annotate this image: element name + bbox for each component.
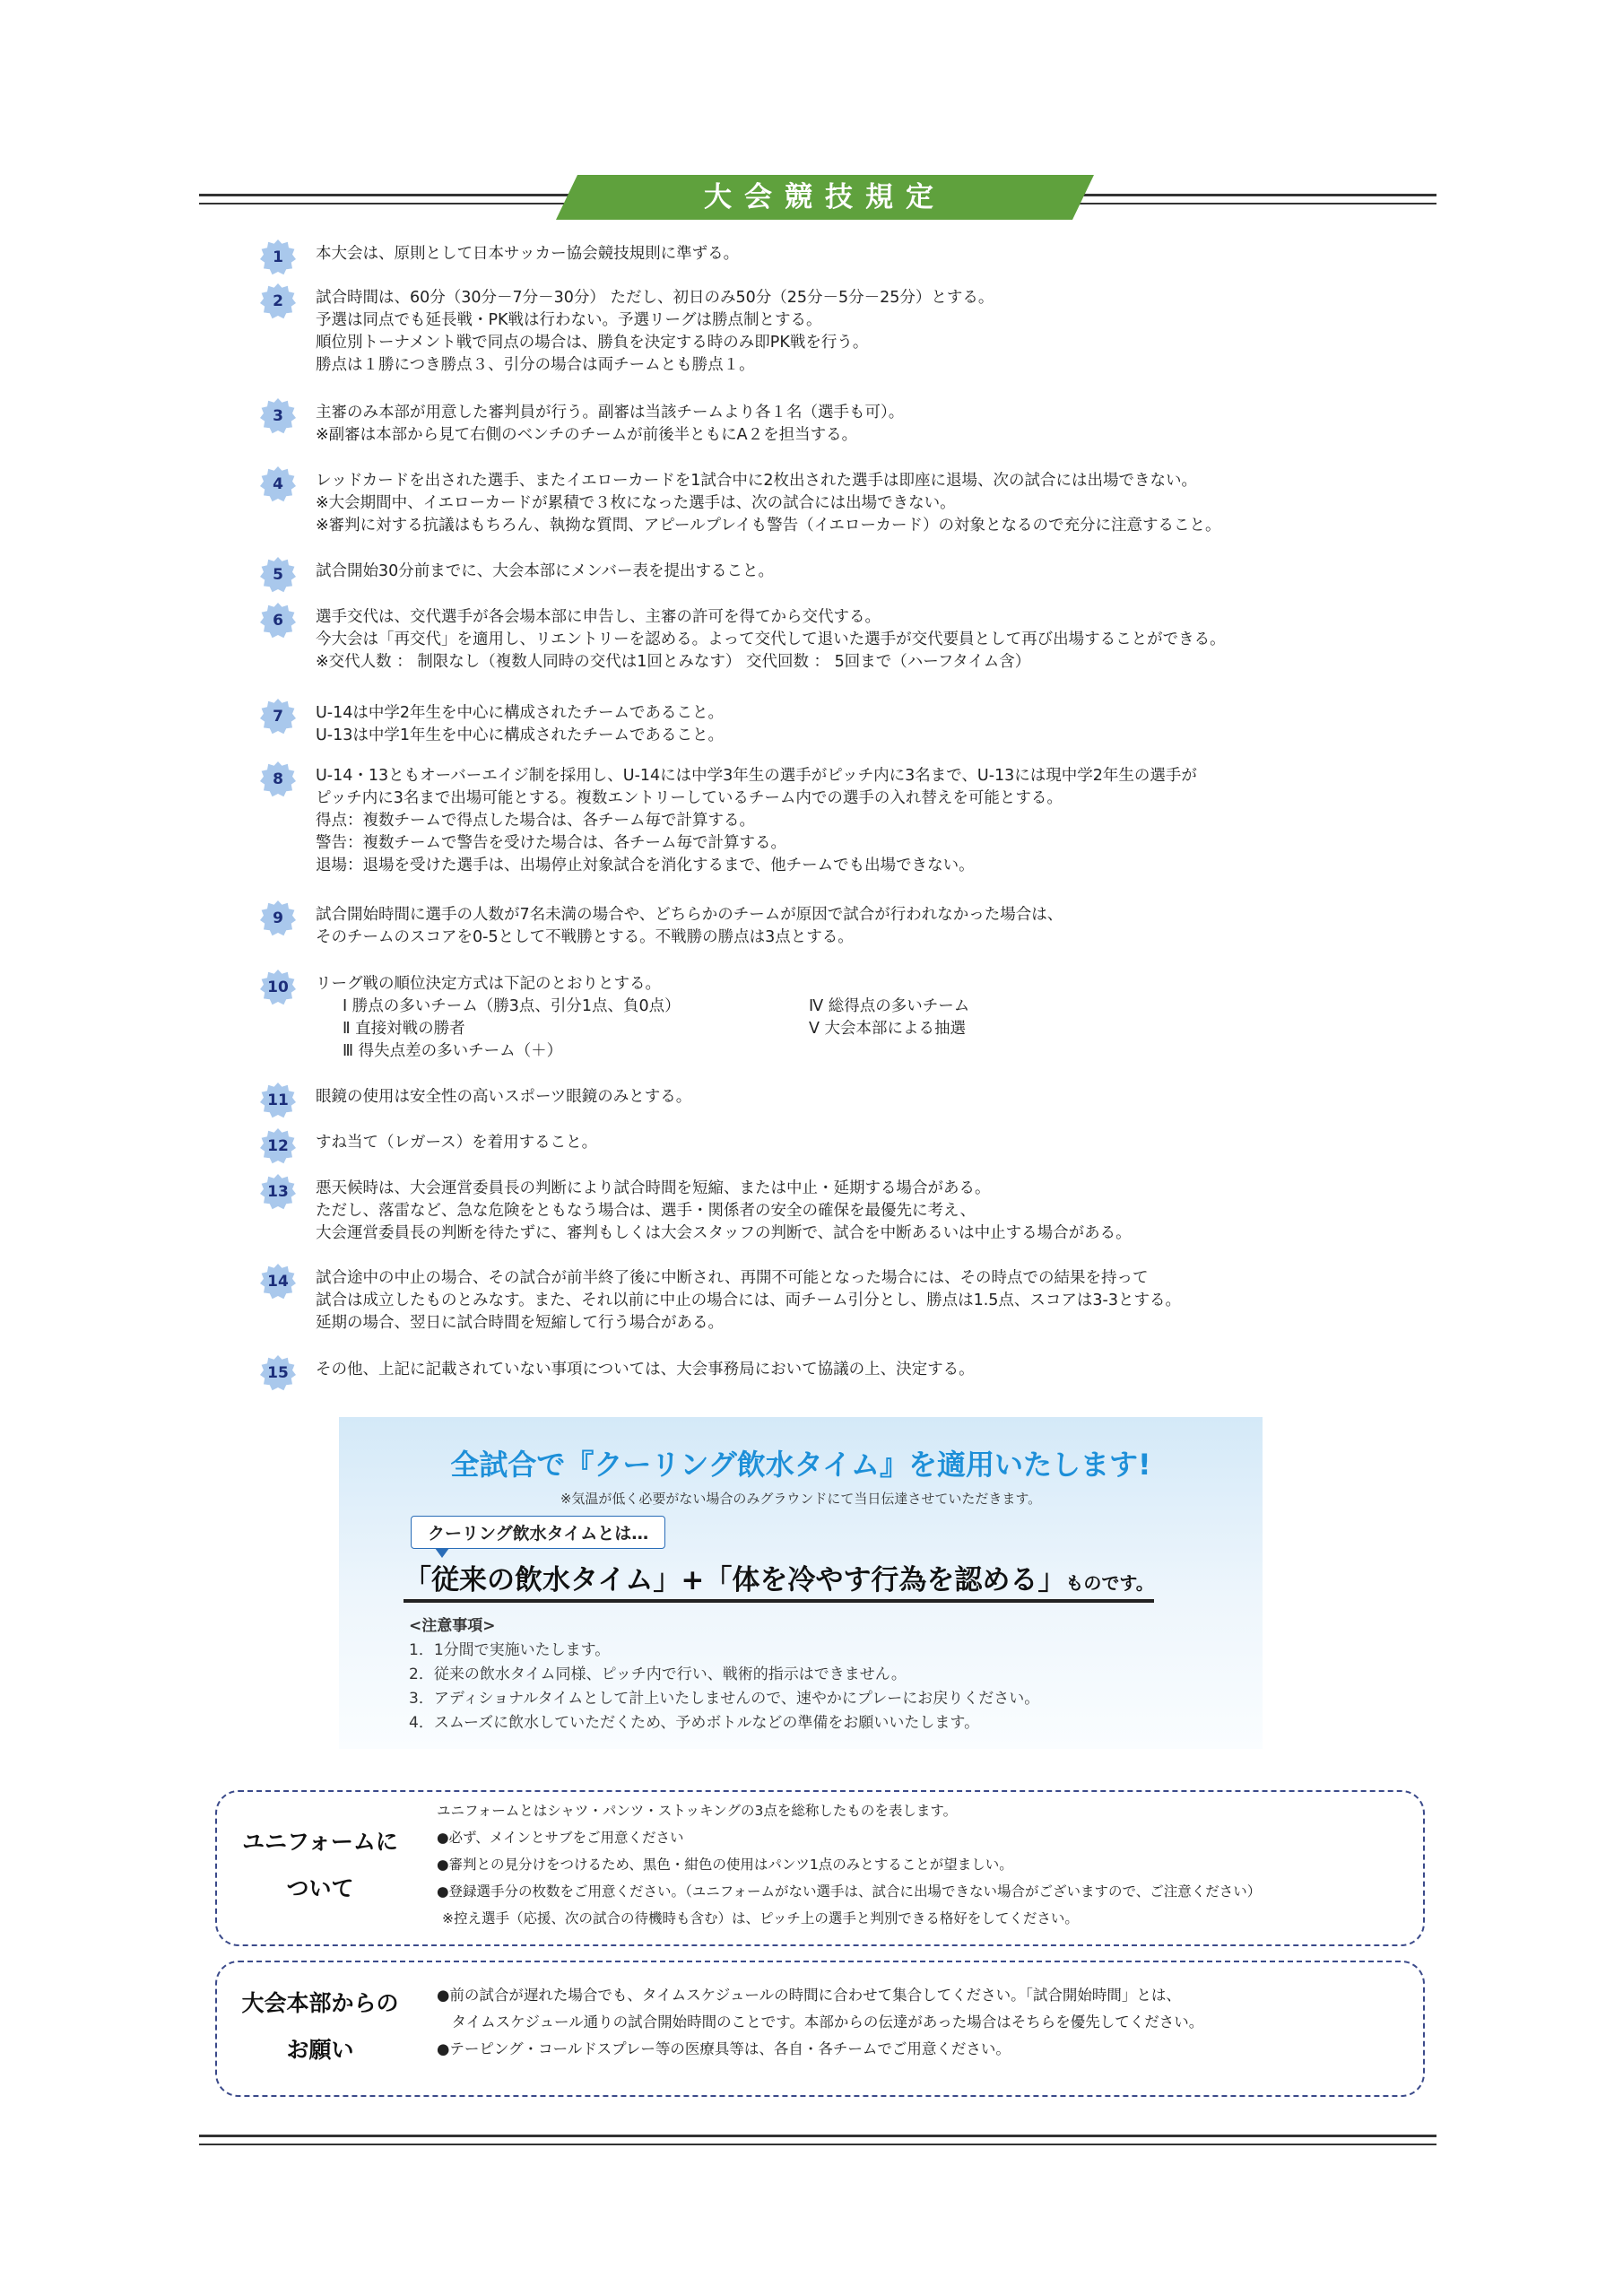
request-body [437, 1982, 1203, 2063]
uniform-label [217, 1819, 423, 1912]
cooling-definition-suffix: ものです。 [1065, 1572, 1154, 1594]
rule-number: 10 [267, 978, 289, 996]
rule-number-badge [260, 761, 296, 797]
rule-number-badge [260, 283, 296, 319]
rule-text [316, 606, 1356, 674]
rule-number-badge [260, 603, 296, 639]
ranking-criteria-left [343, 996, 809, 1063]
rule-number: 8 [273, 770, 283, 788]
rule-text [316, 1086, 1356, 1109]
ranking-criterion: Ⅱ 直接対戦の勝者 [343, 1020, 465, 1038]
rule-number-badge [260, 1264, 296, 1300]
rule-line: レッドカードを出された選手、またイエローカードを1試合中に2枚出された選手は即座に退場、次の試合には出場できない。 [316, 472, 1198, 490]
cooling-definition [404, 1557, 1154, 1603]
ranking-criterion: Ⅳ 総得点の多いチーム [809, 997, 970, 1015]
rule-number-badge [260, 1128, 296, 1164]
uniform-section [215, 1790, 1425, 1946]
rule-line: U-14は中学2年生を中心に構成されたチームであること。 [316, 704, 725, 722]
rule-text [316, 561, 1356, 583]
rule-number-badge [260, 557, 296, 593]
rule-line: ただし、落雷など、急な危険をともなう場合は、選手・関係者の安全の確保を最優先に考え、 [316, 1202, 976, 1220]
rule-number-badge [260, 699, 296, 735]
rule-text [316, 1132, 1356, 1154]
uniform-line: ●登録選手分の枚数をご用意ください。（ユニフォームがない選手は、試合に出場できない場合がございますので、ご注意ください） [437, 1883, 1262, 1900]
rule-line: 勝点は１勝につき勝点３、引分の場合は両チームとも勝点１。 [316, 356, 755, 374]
ranking-criteria-right [809, 996, 1275, 1063]
page-title: 大会競技規定 [704, 181, 946, 213]
ranking-criteria [343, 996, 1356, 1063]
rule-line: その他、上記に記載されていない事項については、大会事務局において協議の上、決定する。 [316, 1361, 975, 1378]
uniform-label-line: ユニフォームに [242, 1829, 398, 1855]
rule-number: 1 [273, 248, 283, 266]
ranking-criterion: Ⅰ 勝点の多いチーム（勝3点、引分1点、負0点） [343, 997, 681, 1015]
cooling-notes [409, 1614, 1039, 1735]
rule-line: 眼鏡の使用は安全性の高いスポーツ眼鏡のみとする。 [316, 1088, 692, 1106]
rule-text [316, 287, 1356, 377]
rule-line: 試合開始30分前までに、大会本部にメンバー表を提出すること。 [316, 562, 775, 580]
cooling-water-break-panel [339, 1417, 1263, 1749]
rule-line: ピッチ内に3名まで出場可能とする。複数エントリーしているチーム内での選手の入れ替えを可能とする。 [316, 789, 1063, 807]
rule-text [316, 402, 1356, 447]
rule-line: 順位別トーナメント戦で同点の場合は、勝負を決定する時のみ即PK戦を行う。 [316, 334, 869, 352]
uniform-line: ●審判との見分けをつけるため、黒色・紺色の使用はパンツ1点のみとすることが望ましい。 [437, 1857, 1013, 1873]
uniform-label-line: ついて [286, 1875, 354, 1901]
rule-number: 3 [273, 407, 283, 425]
request-section [215, 1961, 1425, 2097]
rule-line: 大会運営委員長の判断を待たずに、審判もしくは大会スタッフの判断で、試合を中断あるいは中止する場合がある。 [316, 1224, 1132, 1242]
uniform-line: ●必ず、メインとサブをご用意ください [437, 1830, 684, 1846]
ranking-criterion: Ⅴ 大会本部による抽選 [809, 1020, 967, 1038]
rule-line: リーグ戦の順位決定方式は下記のとおりとする。 [316, 975, 661, 993]
rule-number: 6 [273, 612, 283, 630]
rule-text [316, 1359, 1356, 1381]
rule-text [316, 1178, 1356, 1245]
cooling-note: ※気温が低く必要がない場合のみグラウンドにて当日伝達させていただきます。 [560, 1491, 1042, 1507]
cooling-note-line: <注意事項> [409, 1617, 496, 1635]
rule-line: 試合開始時間に選手の人数が7名未満の場合や、どちらかのチームが原因で試合が行われなかった場合は、 [316, 906, 1063, 924]
rule-line: U-13は中学1年生を中心に構成されたチームであること。 [316, 726, 725, 744]
rule-line: U-14・13ともオーバーエイジ制を採用し、U-14には中学3年生の選手がピッチ内に3名まで、U-13には現中学2年生の選手が [316, 767, 1197, 785]
rule-line: 試合時間は、60分（30分－7分－30分） ただし、初日のみ50分（25分－5分－25分）とする。 [316, 289, 994, 307]
rule-number: 12 [267, 1137, 289, 1155]
rule-line: 予選は同点でも延長戦・PK戦は行わない。予選リーグは勝点制とする。 [316, 311, 822, 329]
cooling-note-line: 4．スムーズに飲水していただくため、予めボトルなどの準備をお願いいたします。 [409, 1714, 980, 1732]
rule-number-badge [260, 970, 296, 1005]
request-line: ●テーピング・コールドスプレー等の医療具等は、各自・各チームでご用意ください。 [437, 2040, 1011, 2057]
footer-rule [199, 2135, 1436, 2145]
rule-line: 延期の場合、翌日に試合時間を短縮して行う場合がある。 [316, 1314, 724, 1332]
request-line: タイムスケジュール通りの試合開始時間のことです。本部からの伝達があった場合はそちらを優先してください。 [437, 2013, 1204, 2031]
cooling-note-line: 1．1分間で実施いたします。 [409, 1641, 611, 1659]
cooling-definition-main: 「従来の飲水タイム」+「体を冷やす行為を認める」 [404, 1564, 1066, 1596]
rule-number: 11 [267, 1091, 289, 1109]
rule-text [316, 765, 1356, 877]
rule-line: 悪天候時は、大会運営委員長の判断により試合時間を短縮、または中止・延期する場合がある。 [316, 1179, 991, 1197]
rule-number: 5 [273, 566, 283, 584]
rule-line: ※大会期間中、イエローカードが累積で３枚になった選手は、次の試合には出場できない。 [316, 494, 956, 512]
cooling-title: 全試合で『クーリング飲水タイム』を適用いたします! [450, 1448, 1151, 1482]
uniform-line: ユニフォームとはシャツ・パンツ・ストッキングの3点を総称したものを表します。 [437, 1803, 958, 1819]
request-label [217, 1980, 423, 2074]
rule-text [316, 1267, 1356, 1335]
rule-line: 主審のみ本部が用意した審判員が行う。副審は当該チームより各１名（選手も可）。 [316, 404, 905, 422]
cooling-note-line: 3．アディショナルタイムとして計上いたしませんので、速やかにプレーにお戻りください。 [409, 1690, 1040, 1708]
rule-line: 本大会は、原則として日本サッカー協会競技規則に準ずる。 [316, 245, 740, 263]
rule-number-badge [260, 1355, 296, 1391]
rule-line: 今大会は「再交代」を適用し、リエントリーを認める。よって交代して退いた選手が交代要員として再び出場することができる。 [316, 631, 1226, 648]
rule-line: 警告：複数チームで警告を受けた場合は、各チーム毎で計算する。 [316, 834, 786, 852]
rule-number-badge [260, 1174, 296, 1210]
rule-text [316, 243, 1356, 265]
request-line: ●前の試合が遅れた場合でも、タイムスケジュールの時間に合わせて集合してください。「試合開始時間」とは、 [437, 1987, 1181, 2004]
rule-text [316, 973, 1356, 1063]
rule-line: 得点：複数チームで得点した場合は、各チーム毎で計算する。 [316, 812, 755, 830]
rule-number-badge [260, 239, 296, 275]
rule-number: 9 [273, 909, 283, 927]
rule-number: 13 [267, 1183, 289, 1201]
rule-text [316, 470, 1356, 537]
rule-number-badge [260, 398, 296, 434]
cooling-callout: クーリング飲水タイムとは… [411, 1516, 665, 1549]
rule-line: 退場：退場を受けた選手は、出場停止対象試合を消化するまで、他チームでも出場できない。 [316, 857, 975, 874]
rule-number: 4 [273, 475, 283, 493]
cooling-note-line: 2．従来の飲水タイム同様、ピッチ内で行い、戦術的指示はできません。 [409, 1665, 907, 1683]
request-label-line: お願い [286, 2037, 354, 2063]
rule-text [316, 904, 1356, 949]
rule-line: ※交代人数 ： 制限なし（複数人同時の交代は1回とみなす） 交代回数 ： 5回まで（ハーフタイム含） [316, 653, 1031, 671]
rule-number-badge [260, 900, 296, 936]
rule-line: ※審判に対する抗議はもちろん、執拗な質問、アピールプレイも警告（イエローカード）の対象となるので充分に注意すること。 [316, 517, 1221, 535]
uniform-body [437, 1797, 1261, 1932]
request-label-line: 大会本部からの [241, 1990, 399, 2016]
rule-number: 14 [267, 1273, 289, 1291]
rule-line: 試合途中の中止の場合、その試合が前半終了後に中断され、再開不可能となった場合には、その時点での結果を持って [316, 1269, 1149, 1287]
rule-number: 15 [267, 1364, 289, 1382]
rule-number: 2 [273, 292, 283, 310]
rule-number: 7 [273, 708, 283, 726]
rule-number-badge [260, 1083, 296, 1118]
rule-line: ※副審は本部から見て右側のベンチのチームが前後半ともにA２を担当する。 [316, 426, 858, 444]
rule-line: 選手交代は、交代選手が各会場本部に申告し、主審の許可を得てから交代する。 [316, 608, 881, 626]
uniform-line: ※控え選手（応援、次の試合の待機時も含む）は、ピッチ上の選手と判別できる格好をしてください。 [442, 1910, 1079, 1926]
rule-line: すね当て（レガース）を着用すること。 [316, 1134, 598, 1152]
rule-text [316, 702, 1356, 747]
rule-line: 試合は成立したものとみなす。また、それ以前に中止の場合には、両チーム引分とし、勝点は1.5点、スコアは3-3とする。 [316, 1292, 1182, 1309]
rule-number-badge [260, 466, 296, 502]
ranking-criterion: Ⅲ 得失点差の多いチーム（＋） [343, 1042, 563, 1060]
rule-line: そのチームのスコアを0-5として不戦勝とする。不戦勝の勝点は3点とする。 [316, 928, 854, 946]
